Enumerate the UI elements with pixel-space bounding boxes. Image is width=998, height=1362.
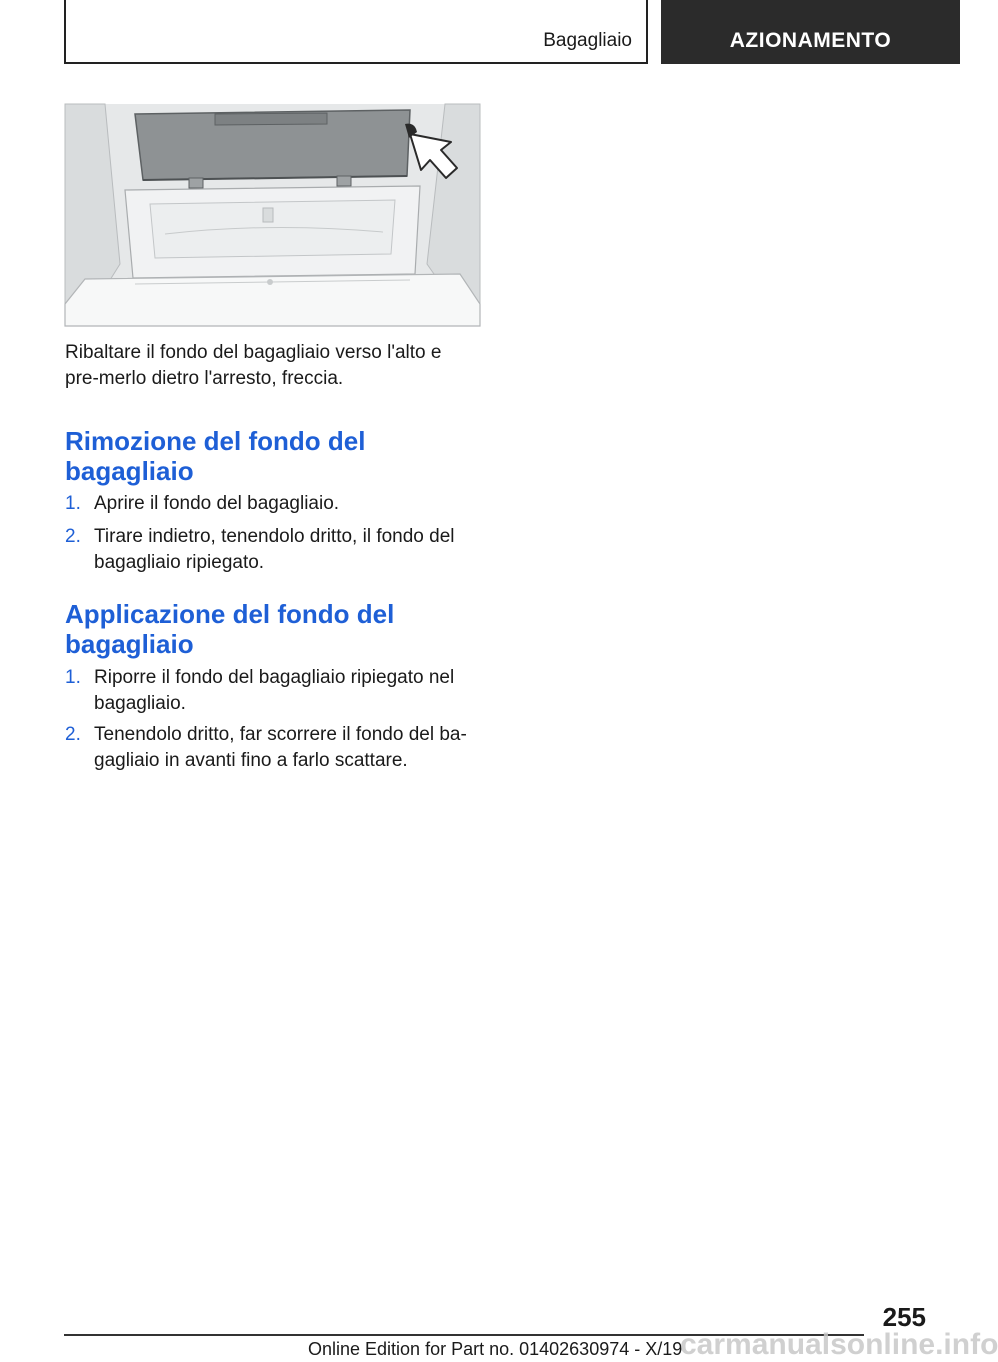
list-item [65,722,480,774]
section-title-installation: Applicazione del fondo del bagagliaio [65,599,395,659]
list-item [65,524,480,576]
section-title-removal: Rimozione del fondo del bagagliaio [65,426,366,486]
list-item [65,491,480,517]
step-number: 1. [65,493,81,514]
step-number: 2. [65,724,81,745]
step-text: Tenendolo dritto, far scorrere il fondo del ba-gagliaio in avanti fino a farlo scattare. [94,724,467,771]
step-text: Riporre il fondo del bagagliaio ripiegato nel bagagliaio. [94,667,455,714]
figure-caption: Ribaltare il fondo del bagagliaio verso l'alto e pre-merlo dietro l'arresto, freccia. [65,342,442,389]
step-number: 1. [65,667,81,688]
list-item [65,665,480,717]
step-text: Aprire il fondo del bagagliaio. [94,493,340,514]
header-section-box [64,0,648,64]
watermark: carmanualsonline.info [680,1328,998,1361]
header-section-title: Bagagliaio [543,30,632,51]
footer-edition: Online Edition for Part no. 01402630974 - X/19 [308,1339,683,1359]
step-number: 2. [65,526,81,547]
step-text: Tirare indietro, tenendolo dritto, il fondo del bagagliaio ripiegato. [94,526,455,573]
page-number: 255 [882,1302,926,1332]
header-chapter-title: AZIONAMENTO [661,0,960,64]
trunk-floor-illustration [65,104,480,326]
